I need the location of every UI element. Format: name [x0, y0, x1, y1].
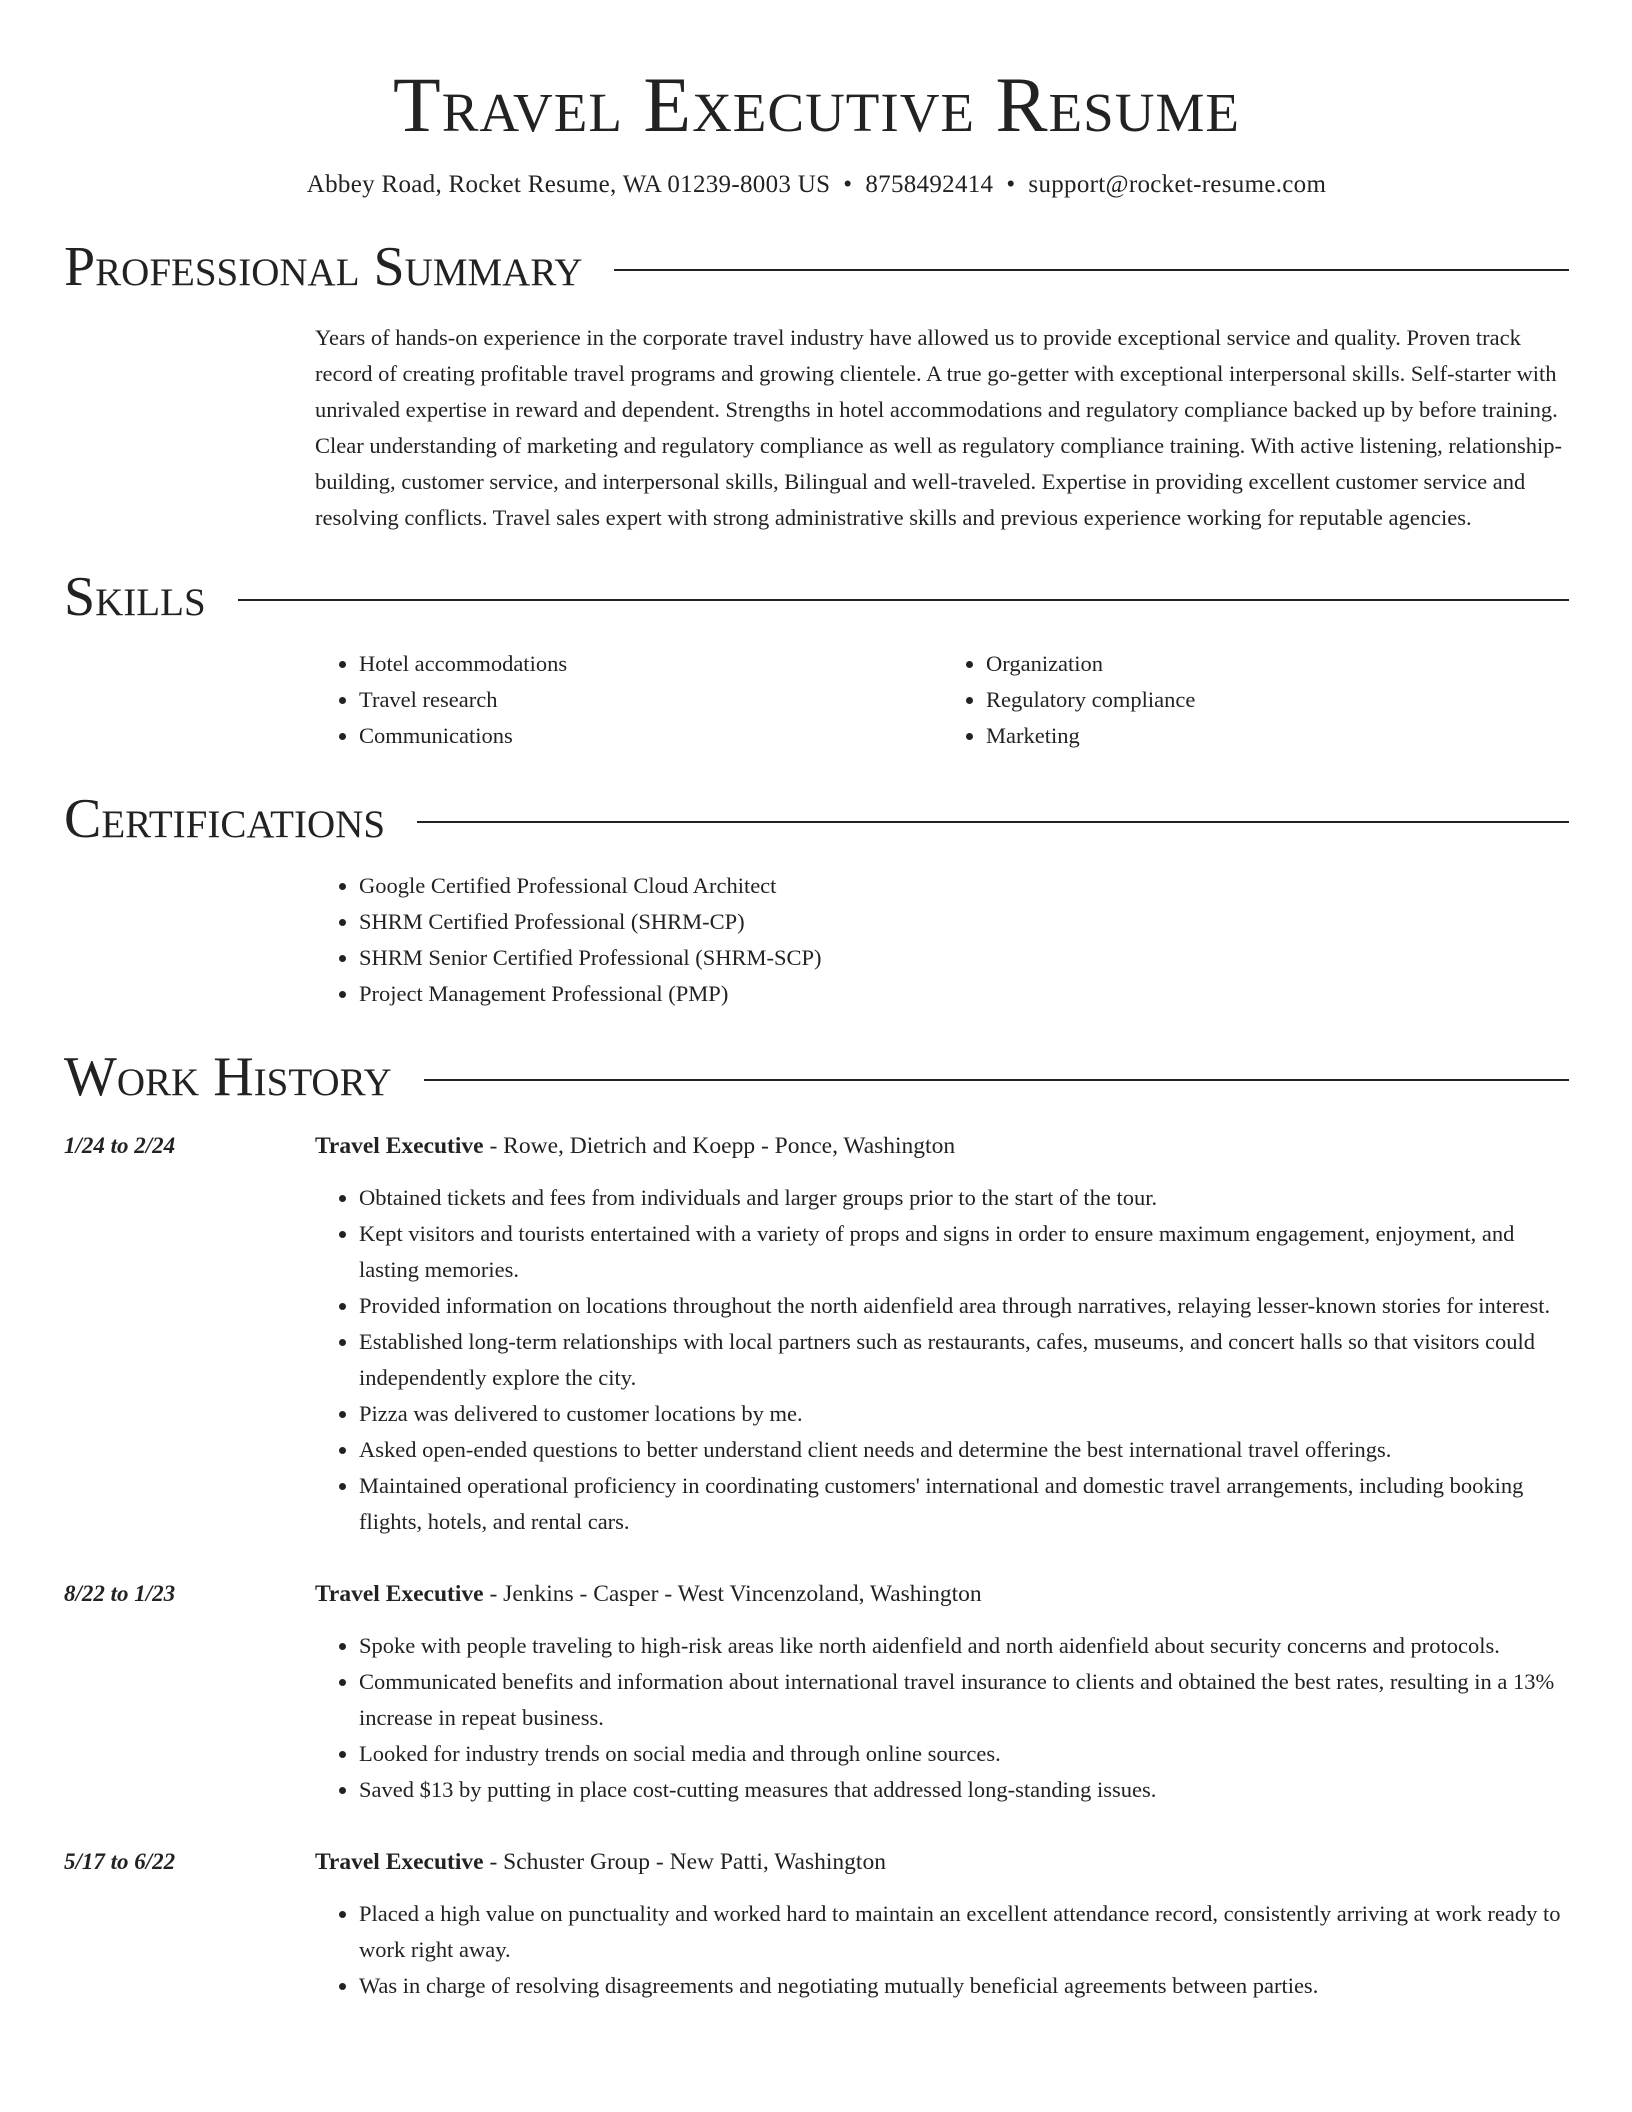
- skill-item: • Hotel accommodations: [359, 646, 942, 682]
- skills-list: [315, 646, 1569, 754]
- job-bullet: • Spoke with people traveling to high-risk areas like north aidenfield and north aidenfield about security concerns and protocols.: [359, 1628, 1569, 1664]
- section-divider: [424, 1079, 1569, 1081]
- job-date: 5/17 to 6/22: [64, 1849, 176, 1874]
- skill-item: • Marketing: [986, 718, 1569, 754]
- skill-item: • Travel research: [359, 682, 942, 718]
- job-entry: [64, 1128, 1569, 1540]
- job-company-location: - Schuster Group - New Patti, Washington: [483, 1849, 886, 1875]
- job-heading: [315, 1844, 1569, 1880]
- skills-heading: Skills: [64, 566, 206, 628]
- certification-item: • SHRM Senior Certified Professional (SHRM-SCP): [359, 940, 1569, 976]
- job-heading: [315, 1128, 1569, 1164]
- job-bullets: [315, 1628, 1569, 1808]
- job-entry: [64, 1576, 1569, 1808]
- resume-title: Travel Executive Resume: [393, 61, 1240, 148]
- job-date: 8/22 to 1/23: [64, 1581, 176, 1606]
- job-entry: [64, 1844, 1569, 2004]
- job-bullet: • Obtained tickets and fees from individuals and larger groups prior to the start of the tour.: [359, 1180, 1569, 1216]
- certification-item: • SHRM Certified Professional (SHRM-CP): [359, 904, 1569, 940]
- summary-text: Years of hands-on experience in the corporate travel industry have allowed us to provide exceptional service and quality. Proven track record of creating profitable travel programs and growing clientele. A true go-getter with exceptional interpersonal skills. Self-starter with unrivaled expertise in reward and dependent. Strengths in hotel accommodations and regulatory compliance backed up by before training. Clear understanding of marketing and regulatory compliance as well as regulatory compliance training. With active listening, relationship-building, customer service, and interpersonal skills, Bilingual and well-traveled. Expertise in providing excellent customer service and resolving conflicts. Travel sales expert with strong administrative skills and previous experience working for reputable agencies.: [315, 325, 1563, 530]
- job-company-location: - Rowe, Dietrich and Koepp - Ponce, Washington: [483, 1133, 956, 1159]
- job-bullet: • Provided information on locations throughout the north aidenfield area through narratives, relaying lesser-known stories for interest.: [359, 1288, 1569, 1324]
- skill-item: • Organization: [986, 646, 1569, 682]
- contact-address: Abbey Road, Rocket Resume, WA 01239-8003 US: [306, 171, 831, 198]
- job-company-location: - Jenkins - Casper - West Vincenzoland, Washington: [483, 1581, 982, 1607]
- skills-section-header: [64, 566, 1569, 628]
- contact-line: [64, 168, 1569, 202]
- certifications-list: [315, 868, 1569, 1012]
- job-bullets: [315, 1180, 1569, 1540]
- job-bullet: • Looked for industry trends on social media and through online sources.: [359, 1736, 1569, 1772]
- job-bullet: • Maintained operational proficiency in coordinating customers' international and domestic travel arrangements, including booking flights, hotels, and rental cars.: [359, 1468, 1569, 1540]
- job-role: Travel Executive: [315, 1133, 484, 1159]
- job-body: [315, 1128, 1569, 1540]
- job-body: [315, 1844, 1569, 2004]
- job-bullet: • Pizza was delivered to customer locations by me.: [359, 1396, 1569, 1432]
- skill-item: • Regulatory compliance: [986, 682, 1569, 718]
- work-history-section-header: [64, 1046, 1569, 1108]
- section-divider: [238, 599, 1569, 601]
- work-history-heading: Work History: [64, 1046, 392, 1108]
- certification-item: • Google Certified Professional Cloud Architect: [359, 868, 1569, 904]
- section-divider: [614, 269, 1569, 271]
- job-bullet: • Asked open-ended questions to better understand client needs and determine the best international travel offerings.: [359, 1432, 1569, 1468]
- summary-section-header: [64, 236, 1569, 298]
- skills-column-left: [315, 646, 942, 754]
- job-bullet: • Was in charge of resolving disagreements and negotiating mutually beneficial agreements between parties.: [359, 1968, 1569, 2004]
- contact-email: support@rocket-resume.com: [1028, 171, 1327, 198]
- contact-separator: •: [843, 171, 853, 198]
- job-bullet: • Saved $13 by putting in place cost-cutting measures that addressed long-standing issues.: [359, 1772, 1569, 1808]
- section-divider: [417, 821, 1569, 823]
- contact-separator: •: [1006, 171, 1016, 198]
- job-heading: [315, 1576, 1569, 1612]
- job-role: Travel Executive: [315, 1849, 484, 1875]
- skills-column-right: [942, 646, 1569, 754]
- certifications-heading: Certifications: [64, 788, 386, 850]
- job-bullet: • Placed a high value on punctuality and worked hard to maintain an excellent attendance record, consistently arriving at work ready to work right away.: [359, 1896, 1569, 1968]
- job-body: [315, 1576, 1569, 1808]
- certification-item: • Project Management Professional (PMP): [359, 976, 1569, 1012]
- resume-page: [64, 0, 1569, 2004]
- job-bullet: • Kept visitors and tourists entertained with a variety of props and signs in order to ensure maximum engagement, enjoyment, and lasting memories.: [359, 1216, 1569, 1288]
- skill-item: • Communications: [359, 718, 942, 754]
- summary-heading: Professional Summary: [64, 236, 583, 298]
- job-bullet: • Established long-term relationships with local partners such as restaurants, cafes, museums, and concert halls so that visitors could independently explore the city.: [359, 1324, 1569, 1396]
- contact-phone: 8758492414: [865, 171, 994, 198]
- certifications-section-header: [64, 788, 1569, 850]
- job-role: Travel Executive: [315, 1581, 484, 1607]
- job-date: 1/24 to 2/24: [64, 1133, 176, 1158]
- job-bullet: • Communicated benefits and information about international travel insurance to clients and obtained the best rates, resulting in a 13% increase in repeat business.: [359, 1664, 1569, 1736]
- job-bullets: [315, 1896, 1569, 2004]
